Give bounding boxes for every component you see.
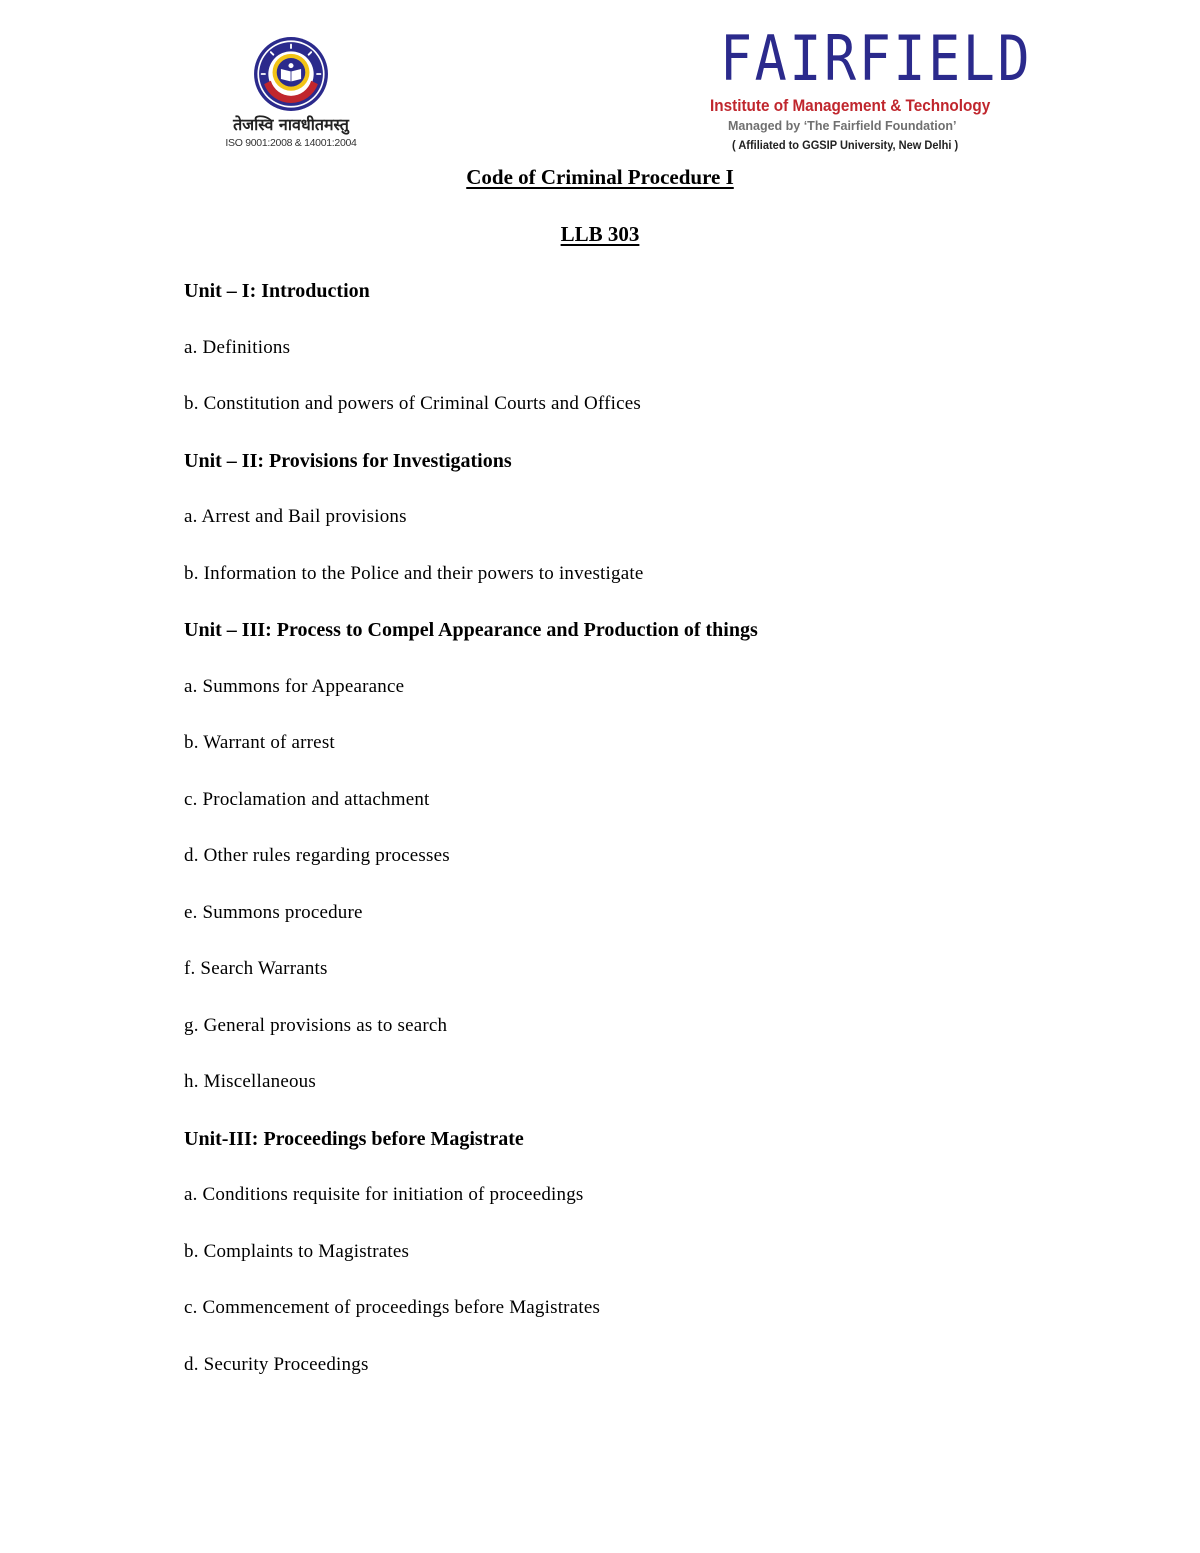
topic-item: a. Definitions bbox=[184, 336, 291, 358]
document-title: Code of Criminal Procedure I bbox=[466, 165, 734, 189]
course-code: LLB 303 bbox=[560, 222, 640, 246]
topic-item: h. Miscellaneous bbox=[184, 1071, 316, 1092]
topic-item: g. General provisions as to search bbox=[184, 1014, 448, 1036]
affiliation: ( Affiliated to GGSIP University, New Delhi ) bbox=[732, 138, 959, 152]
institute-logo-left bbox=[216, 30, 366, 155]
topic-item: b. Constitution and powers of Criminal Courts and Offices bbox=[184, 393, 641, 414]
topic-item: f. Search Warrants bbox=[184, 958, 328, 979]
unit-heading: Unit – I: Introduction bbox=[184, 280, 370, 302]
iso-certification: ISO 9001:2008 & 14001:2004 bbox=[225, 137, 357, 149]
institute-motto: तेजस्वि नावधीतमस्तु bbox=[233, 115, 349, 134]
topic-item: e. Summons procedure bbox=[184, 901, 363, 923]
topic-item: a. Summons for Appearance bbox=[184, 675, 405, 697]
syllabus-content bbox=[184, 278, 1084, 1408]
institute-logo-right bbox=[706, 22, 1033, 156]
topic-item: b. Warrant of arrest bbox=[184, 732, 335, 753]
unit-heading: Unit – III: Process to Compel Appearance and Production of things bbox=[184, 619, 758, 641]
topic-item: d. Other rules regarding processes bbox=[184, 845, 450, 866]
managed-by: Managed by ‘The Fairfield Foundation’ bbox=[728, 119, 957, 133]
unit-heading: Unit-III: Proceedings before Magistrate bbox=[184, 1127, 524, 1150]
institute-name: Institute of Management & Technology bbox=[710, 96, 991, 115]
unit-heading: Unit – II: Provisions for Investigations bbox=[184, 449, 512, 472]
topic-item: a. Arrest and Bail provisions bbox=[184, 506, 407, 527]
topic-item: b. Complaints to Magistrates bbox=[184, 1240, 410, 1262]
topic-item: b. Information to the Police and their powers to investigate bbox=[184, 562, 644, 584]
institute-seal-icon bbox=[249, 32, 333, 116]
brand-wordmark: FAIRFIELD bbox=[720, 22, 1033, 95]
topic-item: c. Proclamation and attachment bbox=[184, 788, 430, 810]
topic-item: a. Conditions requisite for initiation of proceedings bbox=[184, 1184, 584, 1205]
topic-item: d. Security Proceedings bbox=[184, 1353, 369, 1375]
topic-item: c. Commencement of proceedings before Magistrates bbox=[184, 1297, 601, 1318]
